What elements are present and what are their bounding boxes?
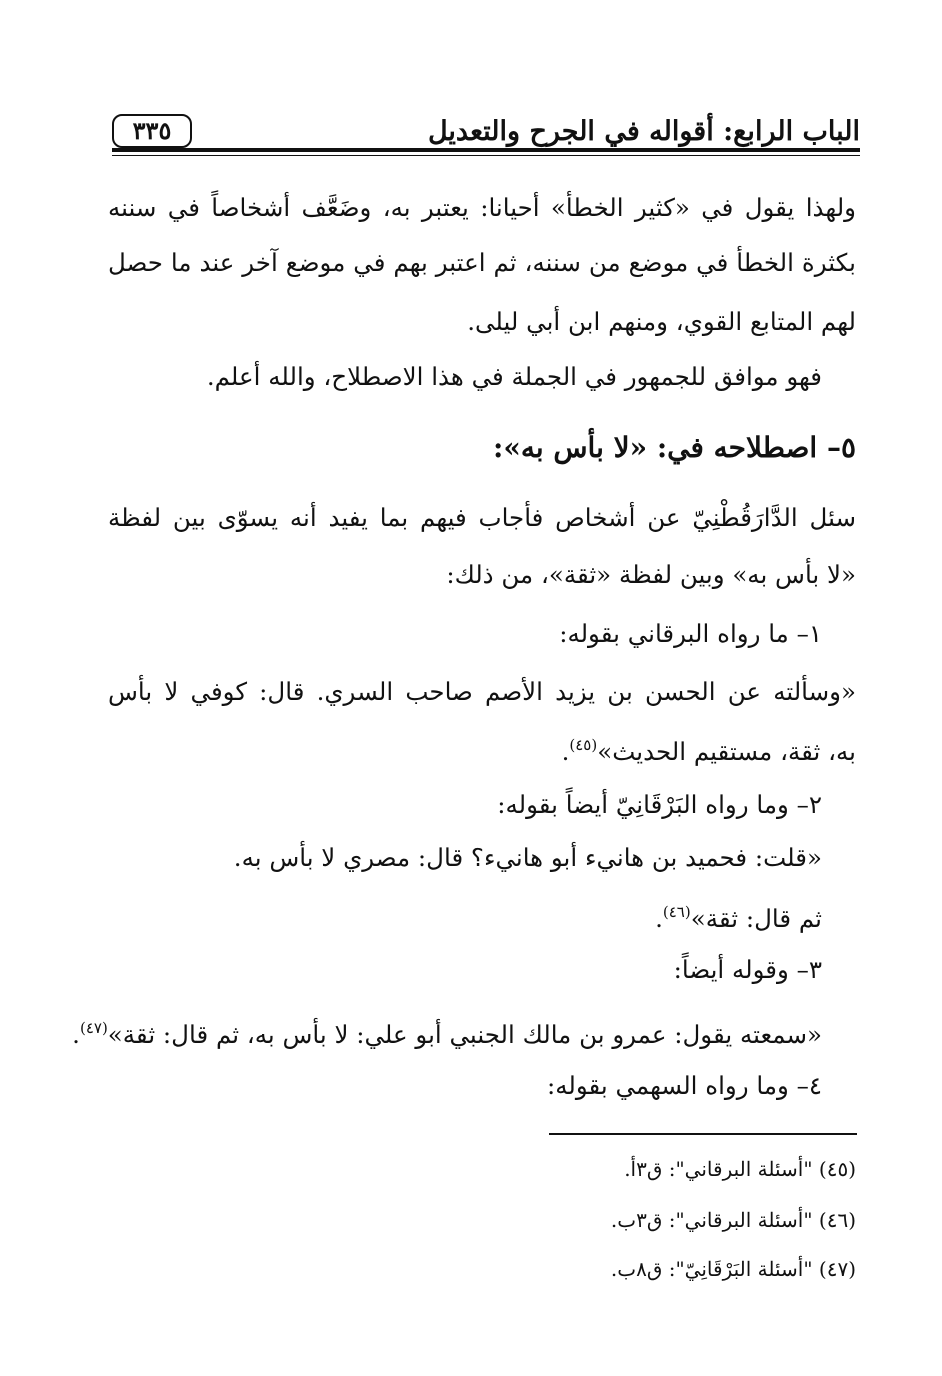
- section-heading: ٥– اصطلاحه في: «لا بأس به»:: [492, 431, 856, 464]
- header-rule-thin: [112, 155, 860, 156]
- quote-line: «قلت: فحميد بن هانيء أبو هانيء؟ قال: مصري لا بأس به.: [233, 843, 822, 872]
- footnote-marker: (٤٦): [662, 903, 691, 921]
- paragraph-line: ولهذا يقول في «كثير الخطأ» أحيانا: يعتبر به، وضَعَّف أشخاصاً في سننه: [108, 193, 856, 222]
- sentence-period: .: [561, 737, 570, 766]
- quote-line: «وسألته عن الحسن بن يزيد الأصم صاحب السري. قال: كوفي لا بأس: [108, 677, 856, 706]
- list-item-intro: ٢– وما رواه البَرْقَانِيّ أيضاً بقوله:: [497, 790, 822, 819]
- footnote: (٤٦) "أسئلة البرقاني": ق٣ب.: [610, 1208, 856, 1232]
- quote-line: [108, 725, 856, 772]
- sentence-period: .: [655, 904, 663, 933]
- footnote: (٤٥) "أسئلة البرقاني": ق٣أ.: [624, 1157, 856, 1181]
- quote-text: «سمعته يقول: عمرو بن مالك الجنبي أبو علي: لا بأس به، ثم قال: ثقة»: [107, 1020, 822, 1049]
- footnote-marker: (٤٧): [79, 1019, 108, 1037]
- paragraph-line: بكثرة الخطأ في موضع من سننه، ثم اعتبر بهم في موضع آخر عند ما حصل: [108, 248, 856, 277]
- sentence-period: .: [72, 1020, 80, 1049]
- footnote-separator: [549, 1133, 857, 1135]
- page-number: ٣٣٥: [112, 114, 192, 148]
- footnote-marker: (٤٥): [569, 736, 598, 754]
- list-item-intro: ٣– وقوله أيضاً:: [673, 955, 822, 984]
- quote-line: [74, 892, 822, 939]
- header-rule-thick: [112, 148, 860, 152]
- paragraph-line: «لا بأس به» وبين لفظة «ثقة»، من ذلك:: [446, 560, 856, 589]
- paragraph-line: فهو موافق للجمهور في الجملة في هذا الاصطلاح، والله أعلم.: [206, 362, 822, 391]
- footnote: (٤٧) "أسئلة البَرْقَانِيّ": ق٨ب.: [610, 1257, 856, 1281]
- chapter-title: الباب الرابع: أقواله في الجرح والتعديل: [427, 116, 860, 147]
- list-item-intro: ٤– وما رواه السهمي بقوله:: [546, 1071, 822, 1100]
- quote-text: ثم قال: ثقة»: [690, 904, 822, 933]
- quote-text: به، ثقة، مستقيم الحديث»: [597, 737, 856, 766]
- quote-line: [74, 1008, 822, 1055]
- paragraph-line: سئل الدَّارَقُطْنِيّ عن أشخاص فأجاب فيهم بما يفيد أنه يسوّى بين لفظة: [108, 503, 856, 532]
- paragraph-line: لهم المتابع القوي، ومنهم ابن أبي ليلى.: [467, 307, 856, 336]
- list-item-intro: ١– ما رواه البرقاني بقوله:: [559, 619, 822, 648]
